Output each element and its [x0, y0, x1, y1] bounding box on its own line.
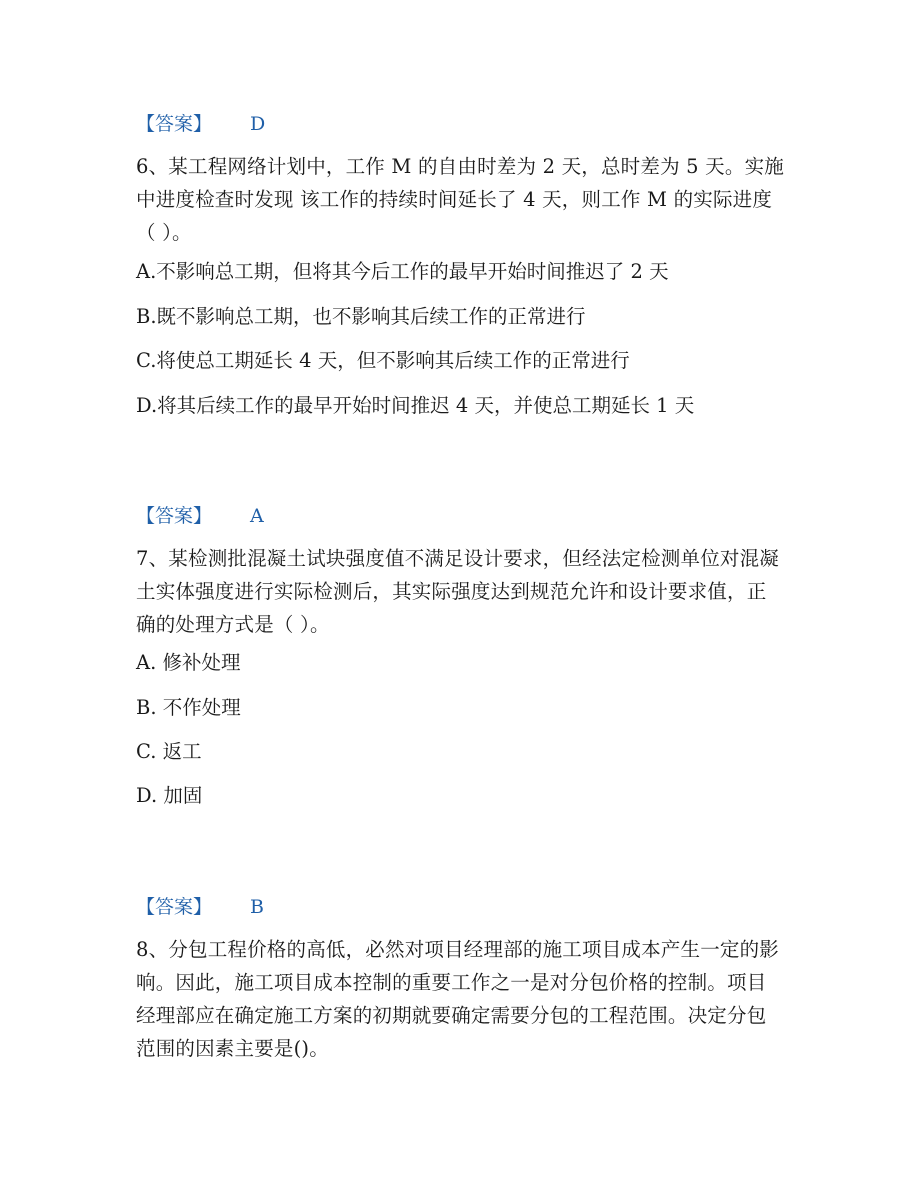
question-6-option-c: C.将使总工期延长 4 天，但不影响其后续工作的正常进行: [136, 349, 630, 372]
question-7-option-d: D. 加固: [136, 784, 203, 807]
question-7-option-c: C. 返工: [136, 740, 202, 763]
question-6-option-a: A.不影响总工期，但将其今后工作的最早开始时间推迟了 2 天: [136, 260, 669, 283]
question-6-stem: 6、某工程网络计划中，工作 M 的自由时差为 2 天，总时差为 5 天。实施中进度检查时发现 该工作的持续时间延长了 4 天，则工作 M 的实际进度（ ）。: [136, 155, 784, 244]
answer-label: 【答案】: [136, 505, 213, 527]
question-6-option-b: B.既不影响总工期，也不影响其后续工作的正常进行: [136, 305, 586, 328]
answer-line-q7: [136, 894, 264, 920]
question-8-stem: 8、分包工程价格的高低，必然对项目经理部的施工项目成本产生一定的影响。因此，施工项目成本控制的重要工作之一是对分包价格的控制。项目经理部应在确定施工方案的初期就要确定需要分包的工程范围。决定分包范围的因素主要是()。: [136, 938, 780, 1060]
answer-letter: B: [250, 896, 264, 918]
question-6-option-d: D.将其后续工作的最早开始时间推迟 4 天，并使总工期延长 1 天: [136, 394, 695, 417]
answer-label: 【答案】: [136, 896, 213, 918]
answer-letter: D: [250, 113, 266, 135]
question-7-option-b: B. 不作处理: [136, 696, 241, 719]
question-7-option-a: A. 修补处理: [136, 651, 241, 674]
answer-label: 【答案】: [136, 113, 213, 135]
answer-line-q5: [136, 111, 265, 137]
question-7-stem: 7、某检测批混凝土试块强度值不满足设计要求，但经法定检测单位对混凝土实体强度进行实际检测后，其实际强度达到规范允许和设计要求值，正确的处理方式是（ ）。: [136, 547, 780, 636]
answer-line-q6: [136, 503, 264, 529]
answer-letter: A: [250, 505, 264, 527]
